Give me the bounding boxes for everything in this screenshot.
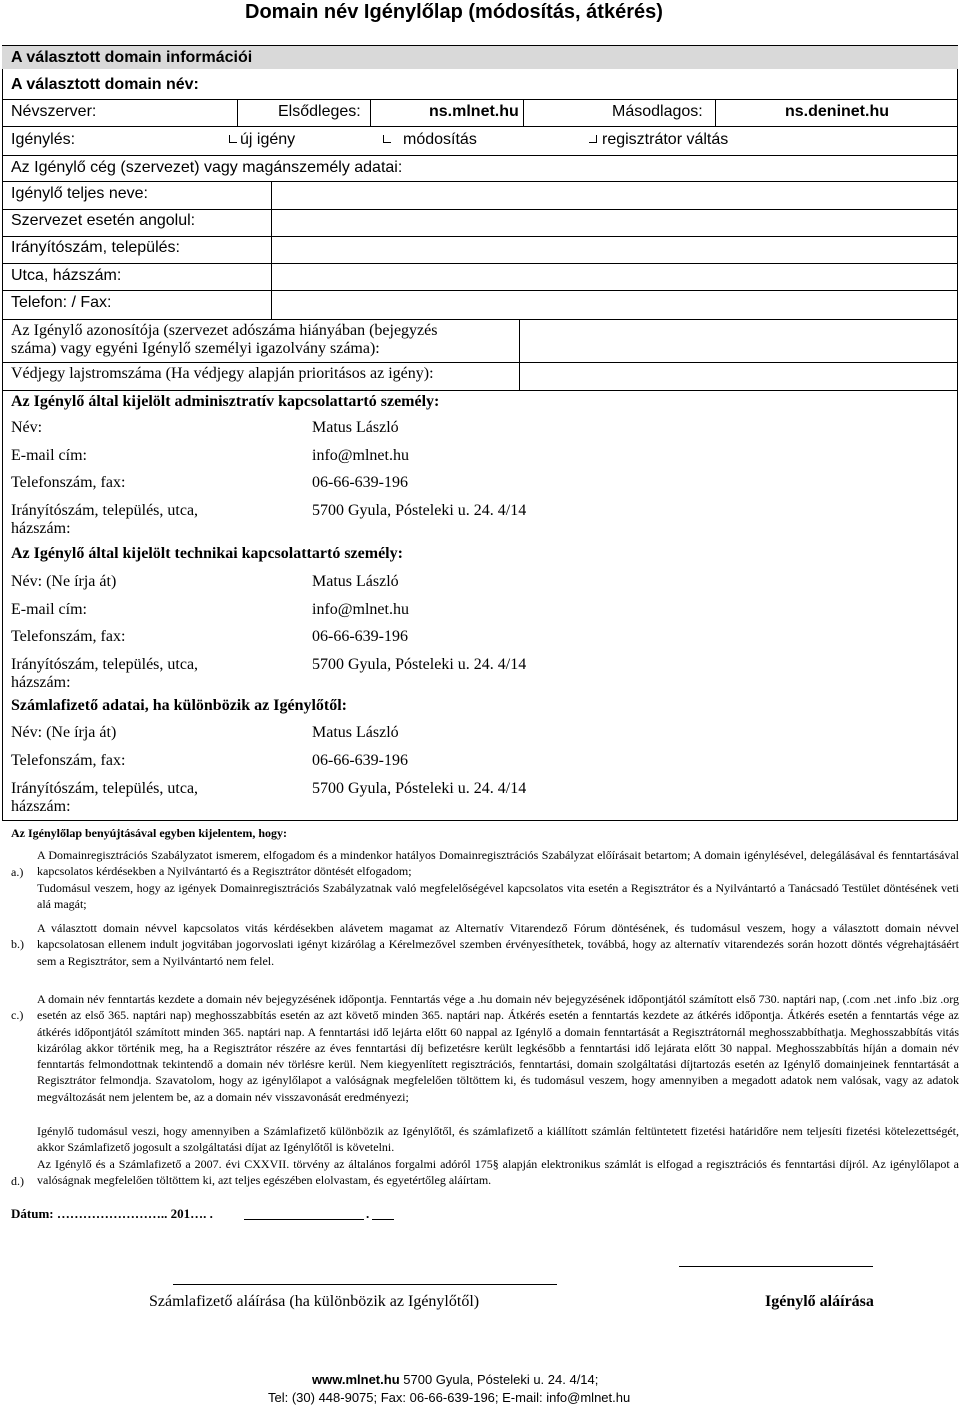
admin-name-label: Név: (11, 419, 43, 436)
applicant-id-line2: száma) vagy egyéni Igénylő személyi igazolvány száma): (11, 340, 380, 357)
applicant-full-name-label: Igénylő teljes neve: (11, 185, 148, 202)
payer-address-line1: Irányítószám, település, utca, (11, 780, 199, 797)
option-registrar-label: regisztrátor váltás (602, 131, 729, 148)
divider (523, 99, 524, 126)
footer-website-link[interactable]: www.mlnet.hu (312, 1372, 400, 1387)
option-registrar-change[interactable] (589, 131, 728, 149)
nameserver-label: Névszerver: (11, 103, 97, 120)
footer-line1 (312, 1372, 598, 1387)
divider (237, 99, 238, 126)
payer-signature-line (173, 1284, 557, 1285)
admin-address-value: 5700 Gyula, Pósteleki u. 24. 4/14 (312, 502, 527, 519)
table-right-border (957, 45, 958, 820)
date-field[interactable] (60, 1203, 400, 1223)
checkbox-icon[interactable] (229, 135, 237, 143)
payer-signature-label: Számlafizető aláírása (ha különbözik az Igénylőtől) (149, 1293, 480, 1310)
divider (715, 99, 716, 126)
payer-address-line2: házszám: (11, 798, 71, 815)
admin-email-label: E-mail cím: (11, 447, 87, 464)
option-modify-label: módosítás (403, 131, 477, 148)
phone-fax-field[interactable] (272, 291, 957, 319)
payer-heading: Számlafizető adatai, ha különbözik az Igénylőtől: (11, 697, 348, 714)
phone-fax-label: Telefon: / Fax: (11, 294, 112, 311)
footer-line2: Tel: (30) 448-9075; Fax: 06-66-639-196; E-mail: info@mlnet.hu (268, 1390, 631, 1405)
tech-email-value: info@mlnet.hu (312, 601, 409, 618)
applicant-id-field[interactable] (520, 320, 957, 362)
checkbox-icon[interactable] (383, 135, 391, 143)
admin-contact-heading: Az Igénylő által kijelölt adminisztratív kapcsolattartó személy: (11, 393, 440, 410)
date-label: Dátum: …………………….. 201…. . (11, 1206, 213, 1221)
declaration-c-text2: Igénylő tudomásul veszi, hogy amennyiben a Számlafizető különbözik az Igénylőtől, és számlafizető a kiállított számlán feltüntetett fizetési határidőre nem teljesíti fizetési kötelezettségét, akkor Számlafizető jogosult a szolgáltatási díjat az Igénylőtől is követelni. (37, 1124, 959, 1155)
divider (2, 99, 958, 100)
table-left-border (2, 45, 3, 820)
declaration-d-text: Az Igénylő és a Számlafizető a 2007. évi CXXVII. törvény az általános forgalmi adóról 175§ alapján elektronikus számlát is elfogad a regisztrációs és fenntartási díjról. Az igénylőlapot a valóságnak megfelelően töltöttem ki, azt teljes egészében elolvastam, és egyetértőleg aláírtam. (37, 1157, 959, 1188)
trademark-label: Védjegy lajstromszáma (Ha védjegy alapján prioritásos az igény): (11, 365, 434, 382)
checkbox-icon[interactable] (589, 135, 597, 143)
tech-name-label: Név: (Ne írja át) (11, 573, 117, 590)
admin-address-line2: házszám: (11, 520, 71, 537)
option-new-label: új igény (240, 131, 296, 148)
declaration-a-text2: Tudomásul veszem, hogy az igények Domainregisztrációs Szabályzatnak való megfelelőségével kapcsolatos vita esetén a Regisztrátor és a Nyilvántartó a Tanácsadó Testület döntésének veti alá magát; (37, 881, 959, 912)
declaration-d-label: d.) (11, 1174, 24, 1188)
declaration-a-text: A Domainregisztrációs Szabályzatot ismerem, elfogadom és a mindenkor hatályos Domainregisztrációs Szabályzat előírásait betartom; A domain igénylésével, delegálásával és fenntartásával kapcsolatos kérdésekben a Nyilvántartó és a Regisztrátor döntését elfogadom; (37, 848, 959, 879)
divider (2, 390, 958, 391)
zip-city-field[interactable] (272, 237, 957, 263)
tech-phone-label: Telefonszám, fax: (11, 628, 126, 645)
payer-address-label (11, 780, 198, 816)
english-name-field[interactable] (272, 210, 957, 236)
page-title: Domain név Igénylőlap (módosítás, átkérés) (245, 1, 663, 23)
payer-name-label: Név: (Ne írja át) (11, 724, 117, 741)
zip-city-label: Irányítószám, település: (11, 239, 180, 256)
option-new-request[interactable] (229, 131, 295, 149)
primary-label: Elsődleges: (278, 103, 361, 120)
applicant-full-name-field[interactable] (272, 182, 957, 209)
declaration-b-text: A választott domain névvel kapcsolatos vitás kérdésekben alávetem magamat az Alternatív Vitarendező Fórum döntésének, és tudomásul veszem, hogy a választott domain névvel kapcsolatosan ellenem indult jogvitában jogorvoslati igényt kizárólag a Kérelmezővel szemben érvényesíthetek, továbbá, hogy az alternatív vitarendezés során hozott döntés végrehajtásáért sem a Regisztrátor, sem a Nyilvántartó nem felel. (37, 921, 959, 968)
street-label: Utca, házszám: (11, 267, 122, 284)
declaration-b-label: b.) (11, 937, 24, 951)
tech-address-label (11, 656, 198, 692)
declaration-c-label: c.) (11, 1008, 24, 1022)
english-name-label: Szervezet esetén angolul: (11, 212, 196, 229)
declaration-a-label: a.) (11, 865, 24, 879)
payer-phone-value: 06-66-639-196 (312, 752, 408, 769)
tech-address-value: 5700 Gyula, Pósteleki u. 24. 4/14 (312, 656, 527, 673)
domain-info-heading: A választott domain információi (11, 49, 253, 66)
footer-address: 5700 Gyula, Pósteleki u. 24. 4/14; (399, 1372, 599, 1387)
divider (370, 99, 371, 126)
divider (2, 126, 958, 127)
payer-address-value: 5700 Gyula, Pósteleki u. 24. 4/14 (312, 780, 527, 797)
tech-name-value: Matus László (312, 573, 399, 590)
trademark-field[interactable] (520, 363, 957, 390)
primary-ns-value: ns.mlnet.hu (429, 103, 519, 120)
applicant-heading: Az Igénylő cég (szervezet) vagy magánszemély adatai: (11, 159, 403, 176)
admin-email-value: info@mlnet.hu (312, 447, 409, 464)
table-bottom-border (2, 820, 958, 821)
applicant-id-label (11, 322, 437, 358)
applicant-signature-label: Igénylő aláírása (765, 1293, 874, 1310)
street-field[interactable] (272, 264, 957, 290)
secondary-label: Másodlagos: (612, 103, 703, 120)
request-label: Igénylés: (11, 131, 76, 148)
applicant-signature-line (679, 1266, 873, 1267)
admin-phone-value: 06-66-639-196 (312, 474, 408, 491)
declaration-heading: Az Igénylőlap benyújtásával egyben kijelentem, hogy: (11, 826, 287, 840)
tech-phone-value: 06-66-639-196 (312, 628, 408, 645)
admin-address-line1: Irányítószám, település, utca, (11, 502, 199, 519)
option-modify[interactable] (383, 131, 477, 149)
domain-name-label: A választott domain név: (11, 76, 199, 93)
tech-address-line1: Irányítószám, település, utca, (11, 656, 199, 673)
admin-name-value: Matus László (312, 419, 399, 436)
declaration-c-text: A domain név fenntartás kezdete a domain név bejegyzésének időpontja. Fenntartás vége a .hu domain név bejegyzésének időpontjától számított első 730. naptári nap, (.com .net .info .biz .org esetén az első 365. naptári nap) meghosszabbítás esetén az azt követő minden 365. naptári nap. Átkérés esetén a fenntartás kezdete az átkérés időpontja. Átkérés esetén a fenntartás vége az átkérés időpontjától számított minden 365. naptári nap. A fenntartási idő lejárta előtt 60 nappal az Igénylő a domain fenntartását a Regisztrátornál meghosszabbíthatja. Meghosszabbítás vitás kizárólag akkor történik meg, ha a Regisztrátor részére az éves fenntartási díj befizetésre került legkésőbb a fenntartási idő lejárata előtt 30 nappal. Meghosszabbítás híján a domain név fenntartás felmondottnak tekintendő a domain név törlésre kerül. Nem kiegyenlített regisztrációs, fenntartási, domain szolgáltatási díjtartozás esetén az Igénylő domainjeinek fenntartását a Regisztrátor felmondja. Szavatolom, hogy az igénylőlapot a valóságnak megfelelően töltöttem ki, és tudomásul veszem, hogy amennyiben a megadott adatok nem valósak, vagy az adatok megváltozását nem jelentem be, az a domain név visszavonását eredményezi; (37, 992, 959, 1104)
tech-contact-heading: Az Igénylő által kijelölt technikai kapcsolattartó személy: (11, 545, 403, 562)
payer-name-value: Matus László (312, 724, 399, 741)
tech-email-label: E-mail cím: (11, 601, 87, 618)
applicant-id-line1: Az Igénylő azonosítója (szervezet adószáma hiányában (bejegyzés (11, 322, 438, 339)
date-separator: . (366, 1206, 370, 1221)
divider (2, 155, 958, 156)
admin-phone-label: Telefonszám, fax: (11, 474, 126, 491)
secondary-ns-value: ns.deninet.hu (785, 103, 889, 120)
admin-address-label (11, 502, 198, 538)
payer-phone-label: Telefonszám, fax: (11, 752, 126, 769)
tech-address-line2: házszám: (11, 674, 71, 691)
